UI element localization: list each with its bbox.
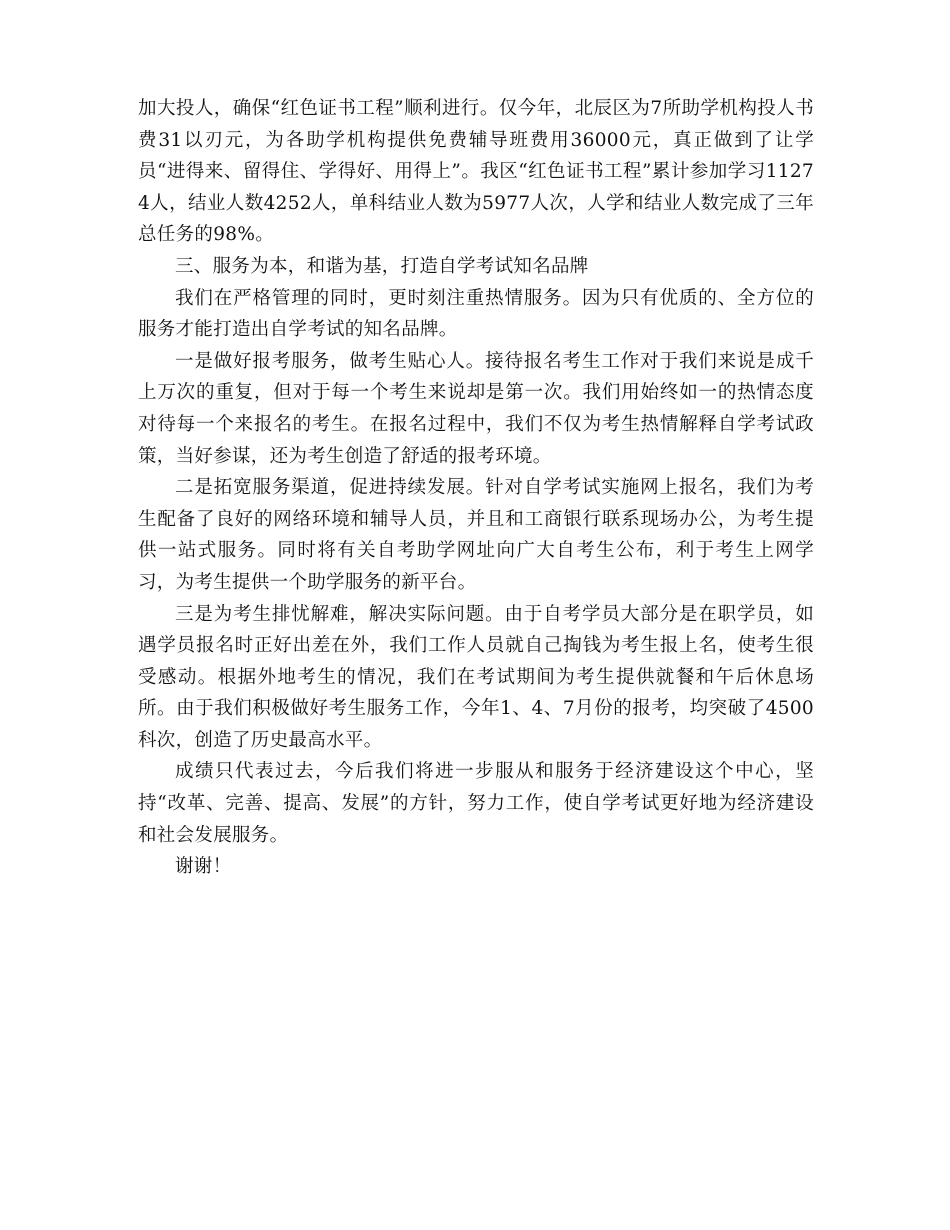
paragraph-conclusion: 成绩只代表过去，今后我们将进一步服从和服务于经济建设这个中心，坚持“改革、完善、提高、发展”的方针，努力工作，使自学考试更好地为经济建设和社会发展服务。 [138, 761, 814, 846]
document-body [138, 93, 814, 883]
paragraph-thanks: 谢谢！ [175, 856, 232, 878]
paragraph-service-channels: 二是拓宽服务渠道，促进持续发展。针对自学考试实施网上报名，我们为考生配备了良好的网络环境和辅导人员，并且和工商银行联系现场办公，为考生提供一站式服务。同时将有关自考助学网址向广大自考生公布，利于考生上网学习，为考生提供一个助学服务的新平台。 [138, 477, 814, 593]
paragraph-service-intro: 我们在严格管理的同时，更时刻注重热情服务。因为只有优质的、全方位的服务才能打造出自学考试的知名品牌。 [138, 287, 814, 341]
paragraph-registration-service: 一是做好报考服务，做考生贴心人。接待报名考生工作对于我们来说是成千上万次的重复，但对于每一个考生来说却是第一次。我们用始终如一的热情态度对待每一个来报名的考生。在报名过程中，我们不仅为考生热情解释自学考试政策，当好参谋，还为考生创造了舒适的报考环境。 [138, 350, 814, 467]
paragraph-funding-results: 加大投人，确保“红色证书工程”顺利进行。仅今年，北辰区为7所助学机构投人书费31以刃元，为各助学机构提供免费辅导班费用36000元，真正做到了让学员“进得来、留得住、学得好、用得上”。我区“红色证书工程”累计参加学习11274人，结业人数4252人，单科结业人数为5977人次，人学和结业人数完成了三年总任务的98%。 [138, 98, 814, 246]
paragraph-solve-problems: 三是为考生排忧解难，解决实际问题。由于自考学员大部分是在职学员，如遇学员报名时正好出差在外，我们工作人员就自己掏钱为考生报上名，使考生很受感动。根据外地考生的情况，我们在考试期间为考生提供就餐和午后休息场所。由于我们积极做好考生服务工作，今年1、4、7月份的报考，均突破了4500科次，创造了历史最高水平。 [138, 603, 814, 751]
section-heading-service: 三、服务为本，和谐为基，打造自学考试知名品牌 [175, 255, 589, 277]
